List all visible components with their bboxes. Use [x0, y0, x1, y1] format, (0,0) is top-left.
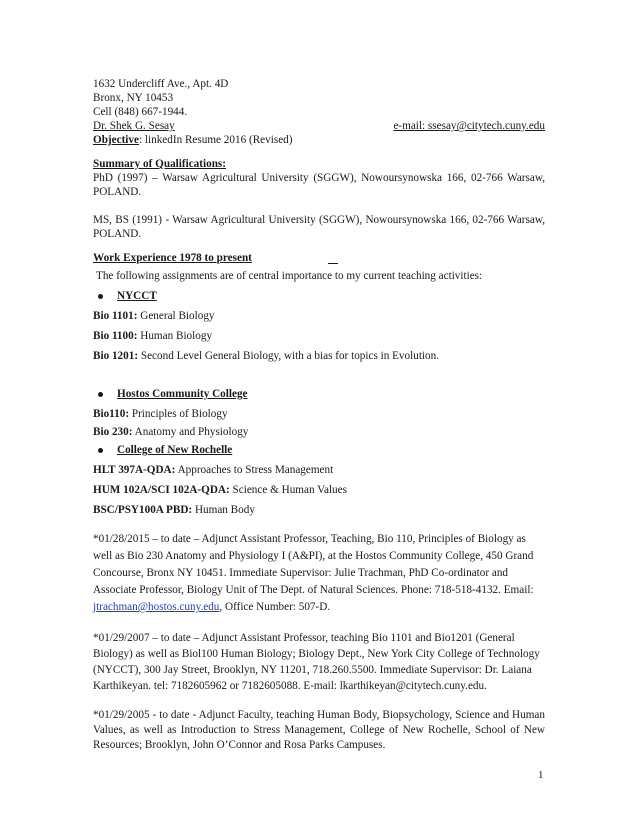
course-item — [93, 407, 545, 421]
group-bullet-nycct — [98, 289, 545, 303]
course-item — [93, 503, 545, 517]
course-item — [93, 349, 545, 363]
course-code: Bio 1201: — [93, 350, 139, 362]
summary-ms: MS, BS (1991) - Warsaw Agricultural University (SGGW), Nowoursynowska 166, 02-766 Warsaw, POLAND. — [93, 214, 545, 240]
course-title: Principles of Biology — [131, 408, 228, 420]
course-code: Bio110: — [93, 408, 130, 420]
work-heading-row — [93, 251, 545, 265]
course-title: Human Body — [194, 504, 255, 516]
course-code: HLT 397A-QDA: — [93, 464, 176, 476]
course-title: Science & Human Values — [232, 484, 347, 496]
course-title: Human Biology — [140, 330, 213, 342]
page-number: 1 — [538, 769, 544, 781]
group-name: NYCCT — [117, 290, 157, 302]
heading-underline-tail — [328, 251, 338, 264]
course-code: HUM 102A/SCI 102A-QDA: — [93, 484, 230, 496]
work-heading: Work Experience 1978 to present — [93, 252, 252, 264]
bullet-dot-icon — [98, 392, 103, 397]
heading-underline-pad — [252, 251, 276, 265]
objective-text: : linkedIn Resume 2016 (Revised) — [138, 134, 293, 146]
bullet-dot-icon — [98, 448, 103, 453]
author-email: e-mail: ssesay@citytech.cuny.edu — [393, 120, 545, 132]
objective-label: Objective — [93, 134, 139, 146]
objective-line — [93, 133, 545, 147]
group-name: College of New Rochelle — [117, 444, 233, 456]
author-name: Dr. Shek G. Sesay — [93, 120, 175, 132]
entry-text-end: , Office Number: 507-D. — [219, 601, 331, 613]
course-code: Bio 1101: — [93, 310, 138, 322]
name-email-row — [93, 119, 545, 133]
course-title: Anatomy and Physiology — [134, 426, 249, 438]
cell-phone: Cell (848) 667-1944. — [93, 106, 188, 118]
resume-body — [93, 77, 545, 753]
entry-hostos — [93, 531, 545, 616]
course-item — [93, 309, 545, 323]
summary-heading: Summary of Qualifications: — [93, 158, 227, 170]
bullet-dot-icon — [98, 294, 103, 299]
address-line-2: Bronx, NY 10453 — [93, 92, 174, 104]
course-item — [93, 329, 545, 343]
course-title: Second Level General Biology, with a bias for topics in Evolution. — [140, 350, 440, 362]
work-intro: The following assignments are of central importance to my current teaching activities: — [96, 270, 483, 282]
group-name: Hostos Community College — [117, 388, 248, 400]
entry-nycct: *01/29/2007 – to date – Adjunct Assistant Professor, teaching Bio 1101 and Bio1201 (General Biology) as well as Biol100 Human Biology; Biology Dept., New York City College of Technology (NYCCT), 300 Jay Street, Brooklyn, NY 11201, 718.260.5500. Immediate Supervisor: Dr. Laiana Karthikeyan. tel: 7182605962 or 7182605088. E-mail: lkarthikeyan@citytech.cuny.edu. — [93, 632, 540, 692]
course-code: Bio 1100: — [93, 330, 138, 342]
course-title: General Biology — [140, 310, 215, 322]
course-code: Bio 230: — [93, 426, 133, 438]
summary-phd: PhD (1997) – Warsaw Agricultural University (SGGW), Nowoursynowska 166, 02-766 Warsaw, POLAND. — [93, 172, 545, 198]
course-item — [93, 425, 545, 439]
group-bullet-new-rochelle — [98, 443, 545, 457]
entry-text: *01/28/2015 – to date – Adjunct Assistant Professor, Teaching, Bio 110, Principles of Biology as well as Bio 230 Anatomy and Physiology I (A&PI), at the Hostos Community College, 450 Grand Concourse, Bronx NY 10451. Immediate Supervisor: Julie Trachman, PhD Co-ordinator and Associate Professor, Biology Unit of The Dept. of Natural Sciences. Phone: 718-518-4132. Email: — [93, 533, 534, 596]
address-line-1: 1632 Undercliff Ave., Apt. 4D — [93, 78, 229, 90]
entry-new-rochelle: *01/29/2005 - to date - Adjunct Faculty, teaching Human Body, Biopsychology, Science and Human Values, as well as Introduction to Stress Management, College of New Rochelle, School of New Resources; Brooklyn, John O’Connor and Rosa Parks Campuses. — [93, 709, 545, 751]
email-link[interactable]: jtrachman@hostos.cuny.edu — [93, 601, 220, 613]
group-bullet-hostos — [98, 387, 545, 401]
course-code: BSC/PSY100A PBD: — [93, 504, 193, 516]
course-item — [93, 483, 545, 497]
course-title: Approaches to Stress Management — [177, 464, 334, 476]
course-item — [93, 463, 545, 477]
